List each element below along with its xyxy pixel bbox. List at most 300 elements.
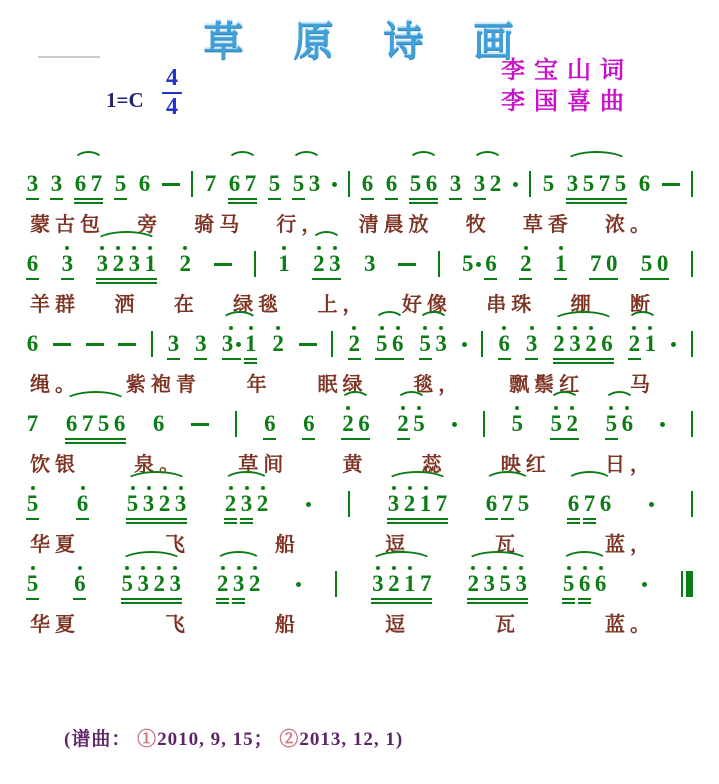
note-digit-row (386, 172, 398, 196)
beam-underline (567, 518, 580, 520)
note-digit-row (225, 492, 237, 516)
barline (335, 571, 337, 597)
note-digit-row (595, 572, 607, 596)
note (484, 244, 497, 280)
footer-text: 2010, 9, 15； (157, 729, 280, 750)
note-digit: 5 (375, 331, 388, 356)
note-digit: 3 (128, 251, 141, 276)
symbol-row (296, 572, 301, 596)
beam-underline (566, 202, 627, 204)
note-underlines (26, 196, 39, 200)
beam-underline (65, 442, 126, 444)
slur-arc-icon (418, 311, 449, 333)
note (525, 324, 538, 360)
lyric-syllable: 瓦 (495, 614, 520, 636)
note-digit-row (175, 492, 187, 516)
augmentation-dot-icon (332, 182, 337, 187)
note-digit: 6 (498, 331, 510, 356)
slur-arc-icon (223, 471, 270, 493)
note-digit: 6 (228, 171, 241, 196)
beam-underline (501, 518, 514, 520)
note (385, 164, 398, 200)
slur-arc-icon (370, 551, 433, 573)
note-underlines (578, 596, 591, 604)
note-underlines (525, 356, 538, 360)
note-group (224, 484, 269, 524)
bar-token (691, 484, 693, 516)
note-digit-row (426, 172, 438, 196)
beam-underline (244, 358, 257, 360)
beam-underline (550, 438, 579, 440)
note-digit: 6 (485, 251, 497, 276)
note-digit: 6 (264, 411, 276, 436)
note-underlines (348, 356, 361, 360)
note-digit: 6 (65, 411, 78, 436)
lyric-syllable: 飘鬃红 (509, 374, 585, 396)
group-underlines (589, 276, 618, 280)
slur-arc-icon (561, 551, 608, 573)
note-digit-row (641, 252, 653, 276)
note-group (567, 484, 612, 524)
score-system (24, 230, 695, 316)
symbol-row (671, 332, 676, 356)
note-digit-row (77, 492, 89, 516)
note-digit-row (397, 412, 409, 436)
note-digit-row (303, 412, 315, 436)
beam-underline (467, 602, 528, 604)
augmentation-dot-icon (642, 582, 647, 587)
beam-underline (61, 278, 74, 280)
note-digit-row (51, 172, 63, 196)
note-digit-row (657, 252, 669, 276)
slur-arc-icon (466, 551, 529, 573)
note-digit: 3 (372, 571, 384, 596)
slur-arc-icon (221, 311, 259, 333)
octave-dot-icon (515, 406, 519, 410)
lyric-syllable: 华夏 (30, 614, 80, 636)
note-digit: 7 (589, 251, 602, 276)
note-group (628, 324, 657, 360)
note-digit-row (159, 492, 171, 516)
symbol-row (335, 572, 337, 596)
symbol-row (191, 172, 193, 196)
slur-arc-icon (408, 151, 439, 173)
symbol-row (191, 412, 209, 436)
duration-dash-icon (398, 263, 416, 266)
note-digit: 6 (425, 171, 438, 196)
barline (151, 331, 153, 357)
augmentation-dot-icon (306, 502, 311, 507)
bar-token (191, 164, 193, 196)
note-group (216, 564, 261, 604)
note-group (640, 244, 669, 280)
notes-row (24, 390, 695, 446)
note-digit-row (502, 492, 514, 516)
beam-underline (409, 202, 438, 204)
note (167, 324, 180, 360)
note-digit-row (233, 572, 245, 596)
note-digit: 3 (232, 571, 245, 596)
beam-underline (371, 602, 432, 604)
note-underlines (26, 276, 39, 280)
note-digit-row (97, 252, 109, 276)
note-digit-row (645, 332, 657, 356)
beam-underline (419, 358, 432, 360)
beam-underline (485, 518, 498, 520)
beam-underline (65, 438, 126, 440)
note-digit-row (419, 332, 431, 356)
group-underlines (341, 436, 370, 440)
duration-dash-icon (86, 343, 104, 346)
credits (501, 56, 633, 118)
note-group-notes (589, 244, 618, 276)
note-underlines (244, 356, 257, 364)
note (26, 404, 39, 436)
note-group (341, 404, 370, 440)
note-digit: 5 (614, 171, 627, 196)
augmentation-dot-icon (236, 342, 241, 347)
dash-token (299, 324, 317, 356)
note-digit-row (450, 172, 462, 196)
note-digit-row (27, 252, 39, 276)
note-digit-row (114, 412, 126, 436)
symbol-row (214, 252, 232, 276)
note-digit: 2 (224, 491, 237, 516)
beam-underline (397, 438, 410, 440)
symbol-row (53, 332, 71, 356)
note-underlines (114, 196, 127, 200)
note-underlines (268, 196, 281, 200)
beam-underline (578, 602, 591, 604)
note-digit-row (462, 252, 482, 276)
note-digit-row (122, 572, 134, 596)
note (638, 164, 651, 196)
note-digit-row (245, 172, 257, 196)
dot-token (649, 484, 654, 516)
note-digit: 5 (550, 411, 562, 436)
note-digit: 2 (628, 331, 641, 356)
note-digit: 6 (638, 171, 651, 196)
note-group (222, 324, 258, 364)
group-underlines (387, 516, 448, 524)
note-digit-row (138, 572, 150, 596)
note-digit-row (404, 492, 416, 516)
symbol-row (649, 492, 654, 516)
note-digit-row (551, 412, 563, 436)
note-group (371, 564, 432, 604)
duration-dash-icon (191, 423, 209, 426)
beam-underline (224, 522, 237, 524)
lyric-syllable: 逗 (385, 614, 410, 636)
time-signature-denominator: 4 (166, 94, 178, 120)
note-digit: 3 (26, 171, 39, 196)
augmentation-dot-icon (296, 582, 301, 587)
group-underlines (126, 516, 187, 524)
note-digit: 3 (566, 171, 579, 196)
lyric-syllable: 绿毯 (233, 294, 284, 316)
note-underlines (26, 516, 39, 520)
note (277, 244, 290, 276)
note-group (228, 164, 257, 204)
note-digit: 5 (461, 251, 474, 276)
note-digit: 3 (174, 491, 187, 516)
slur-arc-icon (227, 151, 258, 173)
note-digit: 3 (308, 171, 321, 196)
note (26, 324, 39, 356)
beam-underline (562, 602, 575, 604)
note-group (467, 564, 528, 604)
dot-token (462, 324, 467, 356)
note-digit-row (606, 252, 618, 276)
note-digit: 2 (397, 411, 409, 436)
note-digit-row (241, 492, 253, 516)
symbol-row (483, 412, 485, 436)
note-digit: 6 (621, 411, 634, 436)
note-digit-row (410, 172, 422, 196)
beam-underline (126, 518, 187, 520)
note-digit-row (518, 492, 530, 516)
octave-dot-icon (524, 246, 528, 250)
symbol-row (691, 332, 693, 356)
note-digit: 1 (278, 251, 290, 276)
note-digit-row (388, 572, 400, 596)
note-group (589, 244, 618, 280)
note-digit-row (257, 492, 269, 516)
note-group (126, 484, 187, 524)
lyricist-credit: 李宝山词 (501, 58, 633, 84)
note-digit-row (168, 332, 180, 356)
note-digit-row (372, 572, 384, 596)
note (656, 244, 669, 276)
note-digit-row (584, 492, 596, 516)
dash-token (118, 324, 136, 356)
note-digit: 2 (553, 331, 565, 356)
note-digit: 3 (449, 171, 462, 196)
lyric-syllable: 上， (317, 294, 368, 316)
lyric-syllable: 浓。 (604, 214, 655, 236)
beam-underline (50, 198, 63, 200)
note-underlines (385, 196, 398, 200)
lyric-syllable: 饮银 (30, 454, 80, 476)
lyric-syllable: 行， (276, 214, 327, 236)
beam-underline (519, 278, 532, 280)
duration-dash-icon (118, 343, 136, 346)
beam-underline (228, 202, 257, 204)
note-digit-row (639, 172, 651, 196)
note-digit-row (555, 252, 567, 276)
barline (691, 171, 693, 197)
note-digit-row (313, 252, 325, 276)
note-digit: 6 (26, 251, 39, 276)
slur-arc-icon (472, 151, 503, 173)
note-digit: 2 (256, 491, 269, 516)
note (61, 244, 74, 280)
note-digit-row (139, 172, 151, 196)
note-digit: 0 (605, 251, 618, 276)
bar-token (348, 164, 350, 196)
note-digit-row (392, 332, 404, 356)
dot-token (671, 324, 676, 356)
notes-row (24, 230, 695, 286)
note-underlines (567, 516, 580, 524)
symbol-row (660, 412, 665, 436)
group-underlines (566, 196, 627, 204)
note-digit-row (543, 172, 555, 196)
note-underlines (167, 356, 180, 360)
note-digit-row (483, 572, 495, 596)
augmentation-dot-icon (671, 342, 676, 347)
note-digit: 7 (204, 171, 217, 196)
barline (691, 331, 693, 357)
note-underlines (240, 516, 253, 524)
beam-underline (387, 522, 448, 524)
note-digit-row (579, 572, 591, 596)
lyric-syllable: 绳。 (30, 374, 80, 396)
dash-token (398, 244, 416, 276)
beam-underline (375, 358, 404, 360)
finalbar-token (681, 564, 693, 596)
note-digit-row (486, 492, 498, 516)
note (462, 244, 482, 280)
note-digit: 2 (313, 251, 325, 276)
note-digit-row (599, 172, 611, 196)
note-digit-row (567, 412, 579, 436)
lyric-syllable: 串珠 (486, 294, 537, 316)
note-digit-row (349, 332, 361, 356)
note-group (292, 164, 321, 200)
note-digit-row (413, 412, 425, 436)
octave-dot-icon (183, 246, 187, 250)
note (498, 324, 511, 360)
note-group (74, 164, 103, 204)
note-group (375, 324, 404, 360)
circled-number-mark: ① (137, 729, 158, 750)
beam-underline (194, 358, 207, 360)
note-digit: 5 (97, 411, 110, 436)
symbol-row (513, 172, 518, 196)
lyric-syllable: 年 (246, 374, 272, 396)
note-digit: 3 (195, 331, 207, 356)
notes-row (24, 470, 695, 526)
note-digit-row (515, 572, 527, 596)
beam-underline (589, 278, 618, 280)
note-digit-row (420, 492, 432, 516)
symbol-row (691, 412, 693, 436)
symbol-row (151, 332, 153, 356)
note (268, 164, 281, 200)
note-digit-row (82, 412, 94, 436)
octave-dot-icon (31, 486, 35, 490)
note (361, 164, 374, 200)
slur-arc-icon (73, 151, 104, 173)
note-group (397, 404, 426, 440)
octave-dot-icon (282, 246, 286, 250)
beam-underline (26, 278, 39, 280)
note-digit: 2 (348, 331, 361, 356)
augmentation-dot-icon (649, 502, 654, 507)
score-system (24, 550, 695, 636)
slur-arc-icon (95, 231, 158, 253)
note-digit: 6 (599, 491, 612, 516)
note-digit-row (485, 252, 497, 276)
note-digit: 6 (152, 411, 165, 436)
lyric-syllable: 草香 (522, 214, 573, 236)
symbol-row (691, 252, 693, 276)
note-digit: 2 (248, 571, 261, 596)
group-underlines (553, 356, 614, 364)
note-underlines (519, 276, 532, 280)
beam-underline (26, 198, 39, 200)
note (26, 484, 39, 520)
note-digit-row (113, 252, 125, 276)
symbol-row (642, 572, 647, 596)
beam-underline (525, 358, 538, 360)
note-underlines (50, 196, 63, 200)
note-digit-row (27, 572, 39, 596)
slur-arc-icon (291, 151, 322, 173)
note-digit-row (62, 252, 74, 276)
composer-credit: 李国喜曲 (501, 89, 633, 115)
lyric-syllable: 清晨放 (358, 214, 434, 236)
beam-underline (74, 202, 103, 204)
note (272, 324, 285, 356)
note-digit: 5 (268, 171, 281, 196)
note-digit: 1 (144, 251, 157, 276)
note (50, 164, 63, 200)
note-digit-row (145, 252, 157, 276)
score-system (24, 150, 695, 236)
note-digit-row (585, 332, 597, 356)
barline (331, 331, 333, 357)
beam-underline (498, 358, 511, 360)
note-digit-row (278, 252, 290, 276)
note-digit-row (222, 332, 242, 356)
note-digit: 5 (409, 171, 422, 196)
slur-arc-icon (215, 551, 262, 573)
note-underlines (194, 356, 207, 360)
scan-artifact-line (38, 56, 100, 58)
note-digit-row (27, 492, 39, 516)
note-underlines (501, 516, 514, 520)
score-system (24, 310, 695, 396)
composition-date-note (64, 724, 403, 751)
note (640, 244, 653, 276)
beam-underline (361, 198, 374, 200)
note-digit: 1 (419, 491, 432, 516)
dot-token (513, 164, 518, 196)
beam-underline (387, 518, 448, 520)
note (554, 244, 567, 280)
lyric-syllable: 泉。 (134, 454, 185, 476)
barline (235, 411, 237, 437)
slur-arc-icon (386, 471, 449, 493)
symbol-row (452, 412, 457, 436)
note-group (566, 164, 627, 204)
group-underlines (640, 276, 669, 280)
lyric-syllable: 蓝。 (605, 614, 655, 636)
note (542, 164, 555, 196)
symbol-row (162, 172, 180, 196)
note-group (562, 564, 607, 604)
note-digit: 2 (153, 571, 166, 596)
note-digit-row (269, 172, 281, 196)
note (152, 404, 165, 436)
note-underlines (263, 436, 276, 440)
note-digit: 6 (358, 411, 370, 436)
lyric-syllable: 飞 (165, 534, 190, 556)
note-digit-row (153, 412, 165, 436)
note-digit: 5 (499, 571, 511, 596)
